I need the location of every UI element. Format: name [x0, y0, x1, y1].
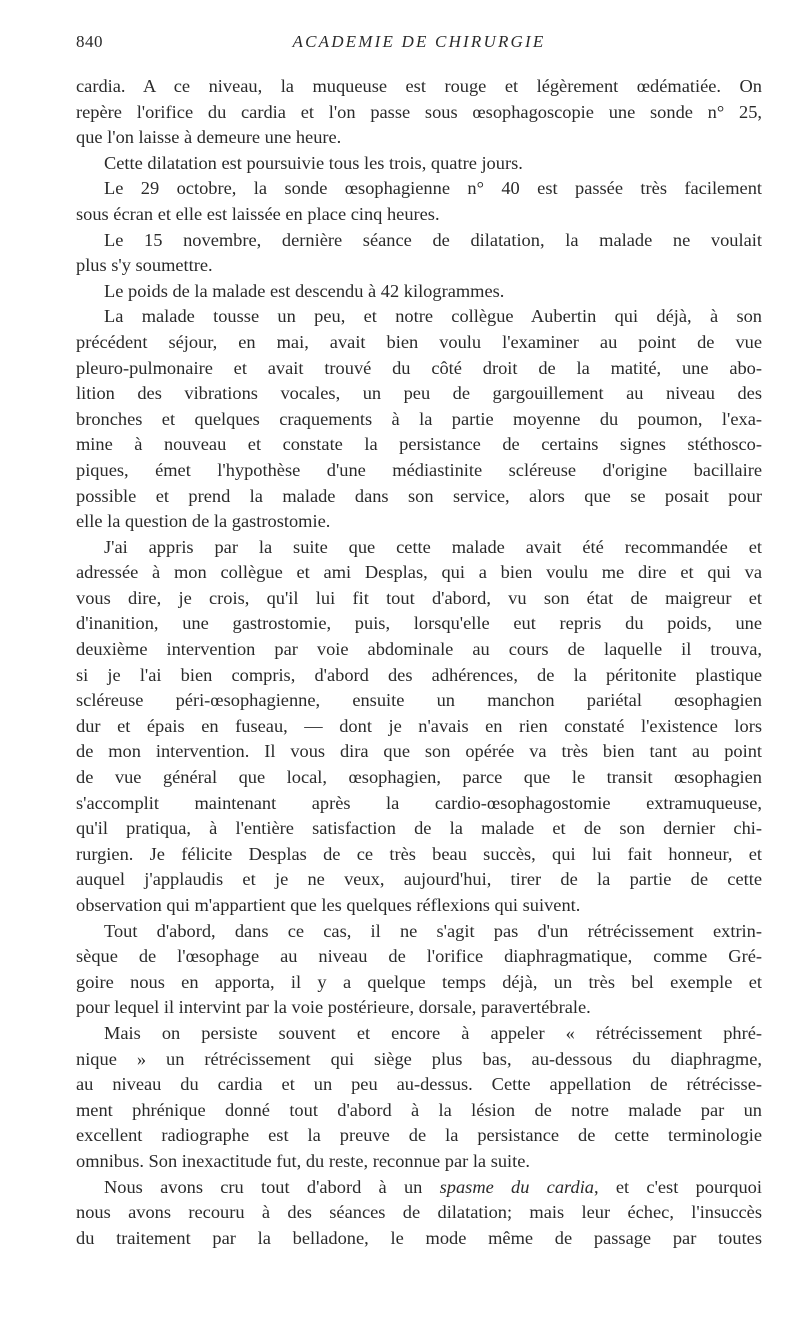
text-line: La malade tousse un peu, et notre collègue Aubertin qui déjà, à son	[104, 306, 762, 327]
text-line: de vue général que local, œsophagien, parce que le transit œsophagien	[76, 767, 762, 788]
text-line: piques, émet l'hypothèse d'une médiastinite scléreuse d'origine bacillaire	[76, 459, 762, 480]
text-line: lition des vibrations vocales, un peu de gargouillement au niveau des	[76, 383, 762, 404]
text-line: repère l'orifice du cardia et l'on passe sous œsophagoscopie une sonde n° 25,	[76, 101, 762, 122]
text-line: d'inanition, une gastrostomie, puis, lorsqu'elle eut repris du poids, une	[76, 613, 762, 634]
text-line: Mais on persiste souvent et encore à appeler « rétrécissement phré-	[104, 1022, 762, 1043]
text-line: sous écran et elle est laissée en place cinq heures.	[76, 203, 440, 224]
text-line: Cette dilatation est poursuivie tous les trois, quatre jours.	[104, 152, 523, 173]
text-line: nous avons recouru à des séances de dilatation; mais leur échec, l'insuccès	[76, 1202, 762, 1223]
text-line: J'ai appris par la suite que cette malade avait été recommandée et	[104, 536, 762, 557]
text-line: cardia. A ce niveau, la muqueuse est rouge et légèrement œdématiée. On	[76, 76, 762, 96]
text-line: si je l'ai bien compris, d'abord des adhérences, de la péritonite plastique	[76, 664, 762, 685]
text-line: dur et épais en fuseau, — dont je n'avais en rien constaté l'existence lors	[76, 715, 762, 736]
text-line: nique » un rétrécissement qui siège plus bas, au-dessous du diaphragme,	[76, 1048, 762, 1069]
page-number: 840	[76, 32, 103, 51]
text-line: que l'on laisse à demeure une heure.	[76, 127, 342, 148]
text-line: mine à nouveau et constate la persistance de certains signes stéthosco-	[76, 434, 762, 455]
text-line: goire nous en apporta, il y a quelque temps déjà, un très bel exemple et	[76, 971, 762, 992]
text-line: Nous avons cru tout d'abord à un spasme du cardia, et c'est pourquoi	[104, 1176, 762, 1197]
text-line: au niveau du cardia et un peu au-dessus. Cette appellation de rétrécisse-	[76, 1074, 762, 1095]
text-line: omnibus. Son inexactitude fut, du reste, reconnue par la suite.	[76, 1150, 531, 1171]
text-line: pour lequel il intervint par la voie postérieure, dorsale, paravertébrale.	[76, 997, 591, 1018]
italic-phrase: spasme du cardia	[439, 1176, 595, 1197]
text-line: qu'il pratiqua, à l'entière satisfaction de la malade et de son dernier chi-	[76, 818, 762, 839]
text-line: bronches et quelques craquements à la partie moyenne du poumon, l'exa-	[76, 408, 762, 429]
text-line: deuxième intervention par voie abdominale au cours de laquelle il trouva,	[76, 639, 762, 660]
text-line: pleuro-pulmonaire et avait trouvé du côté droit de la matité, une abo-	[76, 357, 762, 378]
body-text	[76, 74, 762, 1251]
text-line: s'accomplit maintenant après la cardio-œsophagostomie extramuqueuse,	[76, 792, 762, 813]
text-line: Le 29 octobre, la sonde œsophagienne n° 40 est passée très facilement	[104, 178, 762, 199]
text-line: sèque de l'œsophage au niveau de l'orifice diaphragmatique, comme Gré-	[76, 946, 762, 967]
text-line: adressée à mon collègue et ami Desplas, qui a bien voulu me dire et qui va	[76, 562, 762, 583]
text-line: scléreuse péri-œsophagienne, ensuite un manchon pariétal œsophagien	[76, 690, 762, 711]
text-line: excellent radiographe est la preuve de la persistance de cette terminologie	[76, 1125, 762, 1146]
text-line: Le 15 novembre, dernière séance de dilatation, la malade ne voulait	[104, 229, 762, 250]
text-line: ment phrénique donné tout d'abord à la lésion de notre malade par un	[76, 1099, 762, 1120]
text-line: du traitement par la belladone, le mode même de passage par toutes	[76, 1227, 762, 1248]
text-line: Tout d'abord, dans ce cas, il ne s'agit pas d'un rétrécissement extrin-	[104, 920, 762, 941]
text-line: plus s'y soumettre.	[76, 255, 213, 276]
text-line: de mon intervention. Il vous dira que son opérée va très bien tant au point	[76, 741, 762, 762]
text-line: observation qui m'appartient que les quelques réflexions qui suivent.	[76, 895, 581, 915]
text-line: précédent séjour, en mai, avait bien voulu l'examiner au point de vue	[76, 331, 762, 352]
text-line: vous dire, je crois, qu'il lui fit tout d'abord, vu son état de maigreur et	[76, 587, 762, 608]
running-title: ACADEMIE DE CHIRURGIE	[292, 32, 546, 51]
text-line: elle la question de la gastrostomie.	[76, 511, 331, 532]
text-line: possible et prend la malade dans son service, alors que se posait pour	[76, 485, 762, 506]
page-header	[76, 32, 762, 56]
text-line: Le poids de la malade est descendu à 42 kilogrammes.	[104, 280, 505, 301]
text-line: auquel j'applaudis et je ne veux, aujourd'hui, tirer de la partie de cette	[76, 869, 762, 890]
text-line: rurgien. Je félicite Desplas de ce très beau succès, qui lui fait honneur, et	[76, 843, 762, 864]
